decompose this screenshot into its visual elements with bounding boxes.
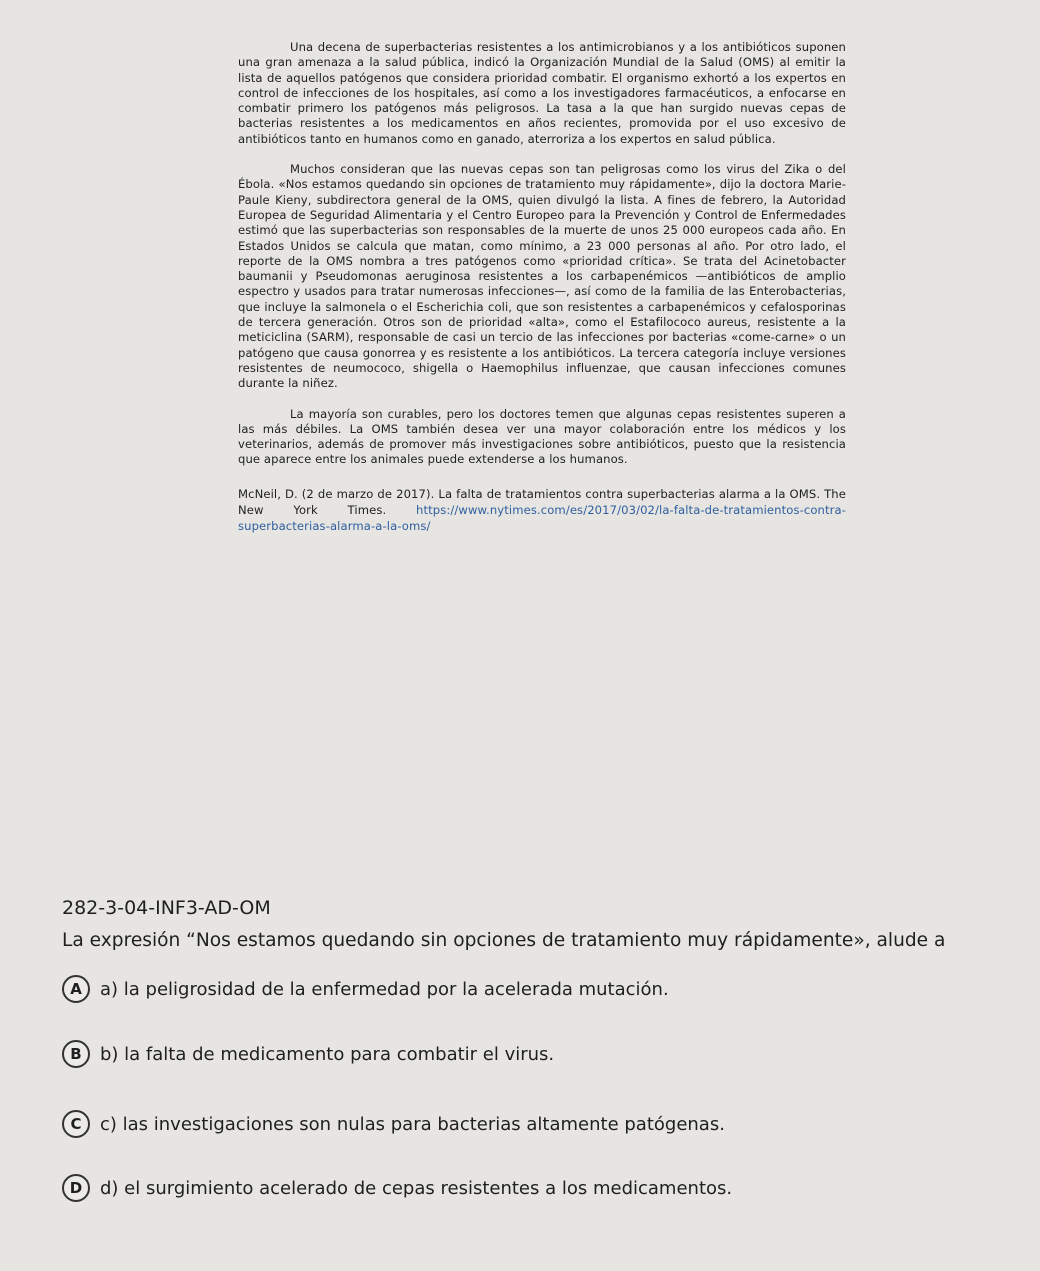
option-b[interactable]	[62, 1040, 554, 1068]
option-c[interactable]	[62, 1110, 725, 1138]
option-d-text: d) el surgimiento acelerado de cepas resistentes a los medicamentos.	[100, 1177, 733, 1199]
article-paragraph-2: Muchos consideran que las nuevas cepas son tan peligrosas como los virus del Zika o del Ébola. «Nos estamos quedando sin opciones de tratamiento muy rápidamente», dijo la doctora Marie-Paule Kieny, subdirectora general de la OMS, quien divulgó la lista. A fines de febrero, la Autoridad Europea de Seguridad Alimentaria y el Centro Europeo para la Prevención y Control de Enfermedades estimó que las superbacterias son responsables de la muerte de unos 25 000 europeos cada año. En Estados Unidos se calcula que matan, como mínimo, a 23 000 personas al año. Por otro lado, el reporte de la OMS nombra a tres patógenos como «prioridad crítica». Se trata del Acinetobacter baumanii y Pseudomonas aeruginosa resistentes a los carbapenémicos —antibióticos de amplio espectro y usados para tratar numerosas infecciones—, así como de la familia de las Enterobacterias, que incluye la salmonela o el Escherichia coli, que son resistentes a carbapenémicos y cefalosporinas de tercera generación. Otros son de prioridad «alta», como el Estafilococo aureus, resistente a la meticiclina (SARM), responsable de casi un tercio de las infecciones por bacterias «come-carne» o un patógeno que causa gonorrea y es resistente a los antibióticos. La tercera categoría incluye versiones resistentes de neumococo, shigella o Haemophilus influenzae, que causan infecciones comunes durante la niñez.	[238, 162, 846, 391]
question-block	[62, 897, 1002, 953]
article-paragraph-3: La mayoría son curables, pero los doctores temen que algunas cepas resistentes superen a las más débiles. La OMS también desea ver una mayor colaboración entre los médicos y los veterinarios, además de promover más investigaciones sobre antibióticos, puesto que la resistencia que aparece entre los animales puede extenderse a los humanos.	[238, 406, 846, 467]
option-c-letter[interactable]: C	[62, 1110, 90, 1138]
question-text: La expresión “Nos estamos quedando sin opciones de tratamiento muy rápidamente», alude a	[62, 930, 946, 951]
option-a[interactable]	[62, 975, 669, 1003]
question-code: 282-3-04-INF3-AD-OM	[62, 897, 271, 919]
option-d[interactable]	[62, 1174, 732, 1202]
option-b-letter[interactable]: B	[62, 1040, 90, 1068]
option-c-text: c) las investigaciones son nulas para bacterias altamente patógenas.	[100, 1113, 725, 1135]
article-reference	[238, 486, 846, 534]
option-a-letter[interactable]: A	[62, 975, 90, 1003]
option-b-text: b) la falta de medicamento para combatir el virus.	[100, 1043, 555, 1065]
article	[238, 40, 846, 534]
reference-link[interactable]: https://www.nytimes.com/es/2017/03/02/la-falta-de-tratamientos-contra-superbacterias-alarma-a-la-oms/	[238, 502, 846, 533]
article-paragraph-1: Una decena de superbacterias resistentes a los antimicrobianos y a los antibióticos suponen una gran amenaza a la salud pública, indicó la Organización Mundial de la Salud (OMS) al emitir la lista de aquellos patógenos que considera prioridad combatir. El organismo exhortó a los expertos en control de infecciones de los hospitales, así como a los investigadores farmacéuticos, a enfocarse en combatir primero los patógenos más peligrosos. La tasa a la que han surgido nuevas cepas de bacterias resistentes a los medicamentos en años recientes, promovida por el uso excesivo de antibióticos tanto en humanos como en ganado, aterroriza a los expertos en salud pública.	[238, 40, 846, 146]
reference-citation: McNeil, D. (2 de marzo de 2017). La falta de tratamientos contra superbacterias alarma a la OMS. The New York Times.	[238, 486, 846, 517]
option-d-letter[interactable]: D	[62, 1174, 90, 1202]
option-a-text: a) la peligrosidad de la enfermedad por la acelerada mutación.	[100, 978, 669, 1000]
